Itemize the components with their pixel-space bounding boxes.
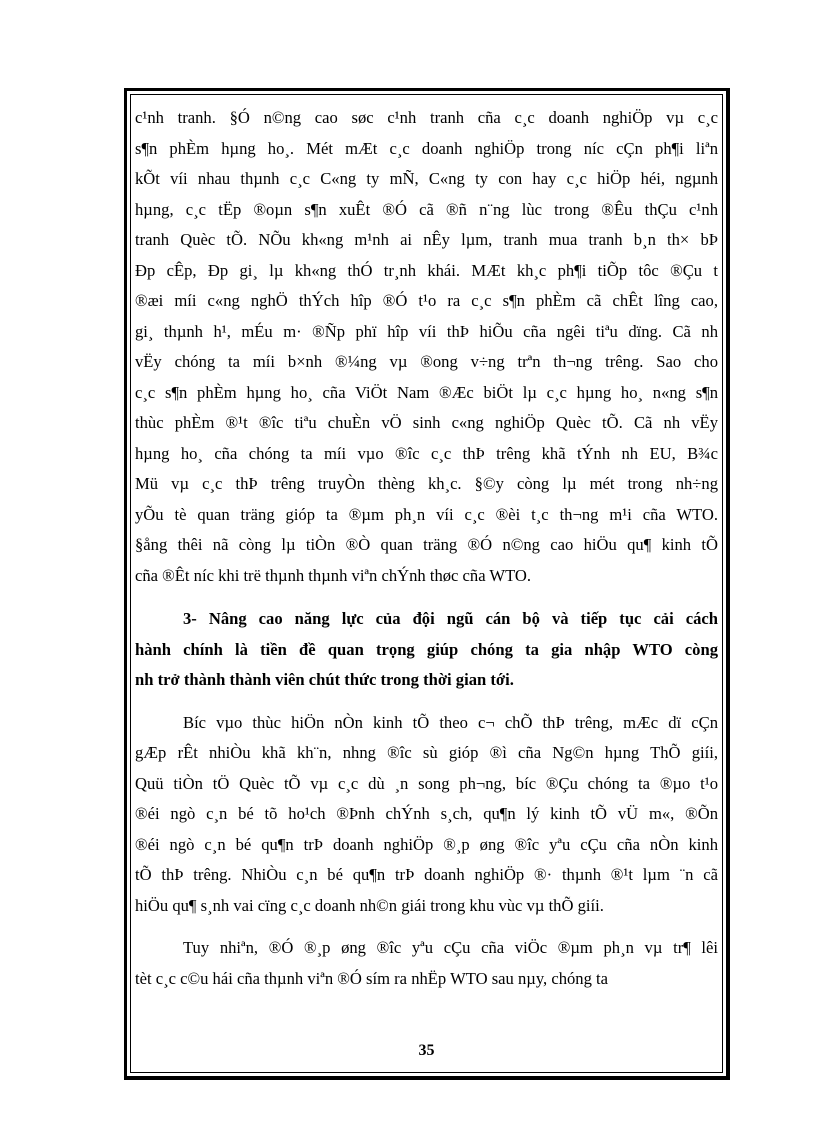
heading-line: hành chính là tiền đề quan trọng giúp chóng ta gia nhập WTO còng	[135, 639, 718, 659]
text-line: ®éi ngò c¸n bé tõ ho¹ch ®Þnh chÝnh s¸ch, qu¶n lý kinh tÕ vÜ m«, ®Õn	[135, 804, 718, 823]
text-line: yÕu tè quan träng gióp ta ®µm ph¸n víi c¸c ®èi t¸c th¬ng m¹i cña WTO.	[135, 504, 718, 524]
text-line: kÕt víi nhau thµnh c¸c C«ng ty mÑ, C«ng ty con hay c¸c hiÖp héi, ngµnh	[135, 169, 718, 188]
text-line: gi¸ thµnh h¹, mÉu m· ®Ñp phï hîp víi thÞ hiÕu cña ngêi tiªu dïng. Cã nh	[135, 321, 718, 341]
text-line: hµng, c¸c tËp ®oµn s¶n xuÊt ®Ó cã ®ñ n¨ng lùc trong ®Êu thÇu c¹nh	[135, 199, 718, 219]
text-line: Mü vµ c¸c thÞ trêng truyÒn thèng kh¸c. §©y còng lµ mét trong nh÷ng	[135, 474, 718, 493]
heading-line: nh trở thành thành viên chút thức trong thời gian tới.	[135, 670, 514, 689]
paragraph-1	[135, 103, 718, 591]
heading-line: 3- Nâng cao năng lực của đội ngũ cán bộ và tiếp tục cải cách	[183, 609, 718, 628]
text-line: Ðp cÊp, Ðp gi¸ lµ kh«ng thÓ tr¸nh khái. MÆt kh¸c ph¶i tiÕp tôc ®Çu t	[135, 260, 718, 280]
text-line: hiÖu qu¶ s¸nh vai cïng c¸c doanh nh©n giái trong khu vùc vµ thÕ giíi.	[135, 895, 604, 915]
page-border	[124, 88, 730, 1080]
text-line: tÕ thÞ trêng. NhiÒu c¸n bé qu¶n trÞ doanh nghiÖp ®· thµnh ®¹t lµm ¨n cã	[135, 865, 718, 884]
text-line: c¸c s¶n phÈm hµng ho¸ cña ViÖt Nam ®Æc biÖt lµ c¸c hµng ho¸ n«ng s¶n	[135, 382, 718, 402]
text-line: tranh Quèc tÕ. NÕu kh«ng m¹nh ai nÊy lµm, tranh mua tranh b¸n th× bÞ	[135, 230, 718, 249]
text-line: Tuy nhiªn, ®Ó ®¸p øng ®îc yªu cÇu cña viÖc ®µm ph¸n vµ tr¶ lêi	[183, 938, 718, 957]
text-line: ®æi míi c«ng nghÖ thÝch hîp ®Ó t¹o ra c¸c s¶n phÈm cã chÊt lîng cao,	[135, 291, 718, 310]
text-line: hµng ho¸ cña chóng ta míi vµo ®îc c¸c thÞ trêng khã tÝnh nh EU, B¾c	[135, 443, 718, 463]
paragraph-2	[135, 708, 718, 922]
text-line: gÆp rÊt nhiÒu khã kh¨n, nhng ®îc sù gióp ®ì cña Ng©n hµng ThÕ giíi,	[135, 743, 718, 762]
text-line: cña ®Êt níc khi trë thµnh thµnh viªn chÝnh thøc cña WTO.	[135, 565, 532, 585]
paragraph-3	[135, 933, 718, 994]
text-line: Bíc vµo thùc hiÖn nÒn kinh tÕ theo c¬ chÕ thÞ trêng, mÆc dï cÇn	[183, 712, 718, 732]
page-number: 35	[418, 1042, 435, 1059]
paragraph-spacing	[135, 921, 718, 933]
text-line: §ång thêi nã còng lµ tiÒn ®Ò quan träng ®Ó n©ng cao hiÖu qu¶ kinh tÕ	[135, 535, 718, 554]
text-line: Quü tiÒn tÖ Quèc tÕ vµ c¸c dù ¸n song ph¬ng, bíc ®Çu chóng ta ®µo t¹o	[135, 773, 718, 793]
text-line: vËy chóng ta míi b×nh ®¼ng vµ ®ong v÷ng trªn th¬ng trêng. Sao cho	[135, 352, 718, 371]
text-line: ®éi ngò c¸n bé qu¶n trÞ doanh nghiÖp ®¸p øng ®îc yªu cÇu cña nÒn kinh	[135, 834, 718, 854]
paragraph-spacing	[135, 696, 718, 708]
document-body	[135, 103, 718, 994]
text-line: s¶n phÈm hµng ho¸. Mét mÆt c¸c doanh nghiÖp trong níc cÇn ph¶i liªn	[135, 138, 718, 158]
section-heading	[135, 604, 718, 696]
paragraph-spacing	[135, 591, 718, 604]
text-line: thùc phÈm ®¹t ®îc tiªu chuÈn vÖ sinh c«ng nghiÖp Quèc tÕ. Cã nh vËy	[135, 413, 718, 432]
text-line: c¹nh tranh. §Ó n©ng cao søc c¹nh tranh cña c¸c doanh nghiÖp vµ c¸c	[135, 108, 718, 127]
text-line: tèt c¸c c©u hái cña thµnh viªn ®Ó sím ra nhËp WTO sau nµy, chóng ta	[135, 968, 609, 988]
